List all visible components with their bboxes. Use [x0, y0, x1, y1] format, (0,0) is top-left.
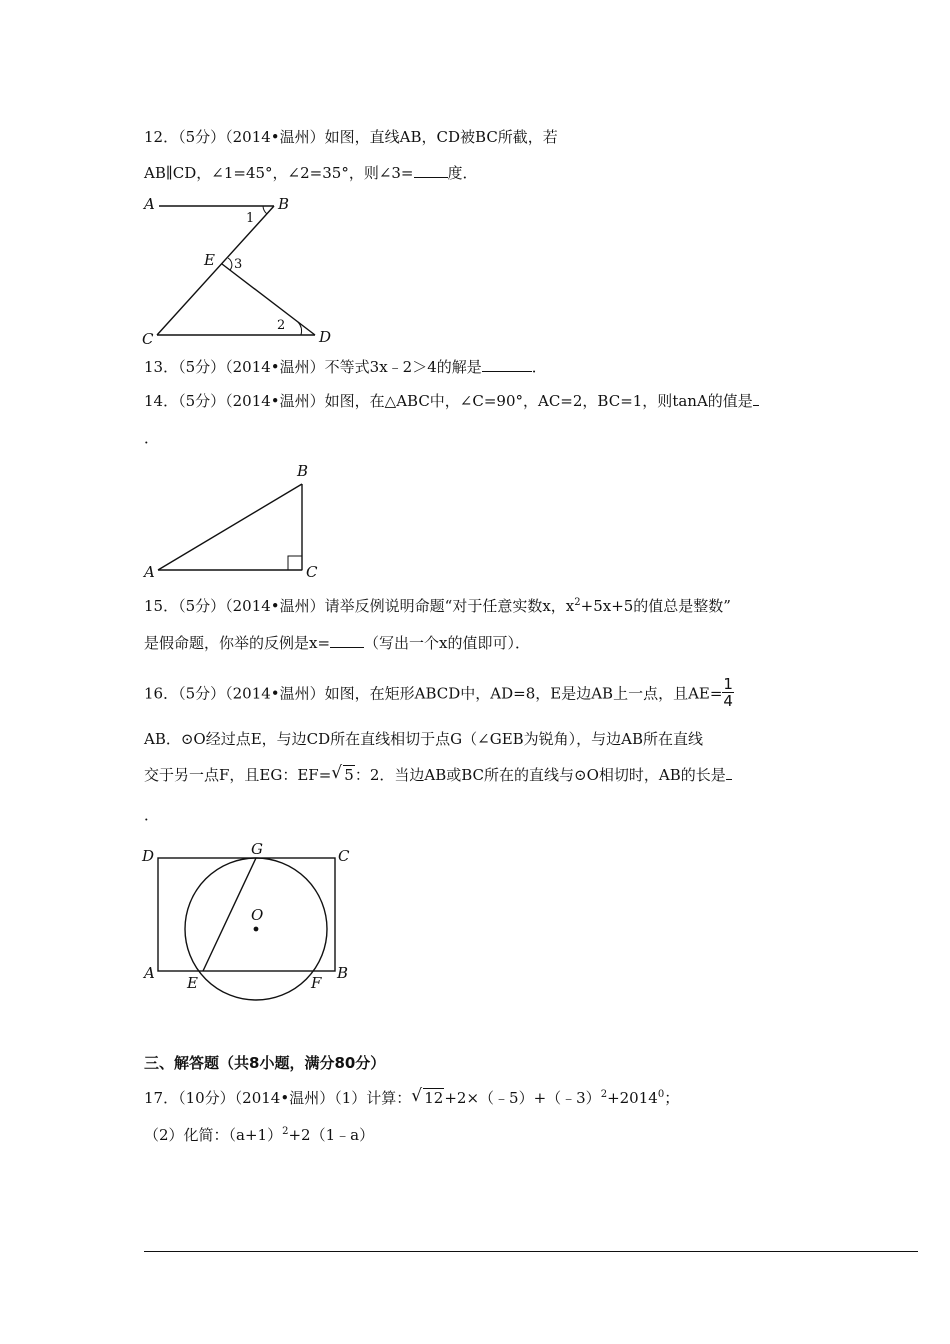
q16-label-d: D — [142, 847, 155, 865]
q17-text1-mid: +2×（﹣5）+（﹣3） — [444, 1089, 601, 1107]
q16-label-e: E — [187, 974, 198, 992]
q17-text1-tail: ； — [664, 1089, 680, 1107]
q15-line2 — [144, 633, 530, 653]
q17-text2: （2）化简：（a+1） — [144, 1126, 283, 1144]
q13-text: 13．（5分）（2014•温州）不等式3x﹣2＞4的解是 — [144, 358, 482, 376]
q12-line2-text: AB∥CD，∠1=45°，∠2=35°，则∠3= — [144, 164, 414, 182]
q17-sqrt: √ 12 — [411, 1086, 444, 1107]
q13-tail: ． — [531, 358, 547, 376]
q16-label-g: G — [251, 840, 263, 858]
q17-text1-mid2: +2014 — [607, 1089, 658, 1107]
q17-exponent-2: 0 — [657, 1089, 665, 1100]
q15-text1: 15．（5分）（2014•温州）请举反例说明命题“对于任意实数x，x — [144, 597, 575, 615]
q12-angle-2: 2 — [277, 318, 286, 333]
q13-line — [144, 357, 547, 377]
q14-text: 14．（5分）（2014•温州）如图，在△ABC中，∠C=90°，AC=2，BC=1，则tanA的值是 — [144, 392, 753, 410]
q14-tail: ． — [144, 429, 160, 447]
q12-line2 — [144, 163, 478, 183]
q16-text3: 交于另一点F，且EG：EF= — [144, 766, 332, 784]
q14-line — [144, 391, 759, 411]
q17-exponent-1: 2 — [600, 1089, 608, 1100]
q12-label-d: D — [319, 328, 332, 346]
q16-text3-tail: ：2．当边AB或BC所在的直线与⊙O相切时，AB的长是 — [354, 766, 726, 784]
q16-sqrt: √ 5 — [331, 763, 354, 784]
q16-line3 — [144, 765, 732, 785]
q12-figure — [130, 192, 350, 350]
q16-line2: AB．⊙O经过点E，与边CD所在直线相切于点G（∠GEB为锐角），与边AB所在直线 — [144, 730, 704, 748]
q15-line1 — [144, 596, 731, 616]
q16-label-f: F — [311, 974, 322, 992]
q16-frac-den: 4 — [723, 692, 733, 710]
q17-line1 — [144, 1088, 679, 1108]
q14-figure — [130, 460, 330, 584]
q14-label-b: B — [297, 462, 309, 480]
q12-label-a: A — [144, 195, 155, 213]
q16-text1: 16．（5分）（2014•温州）如图，在矩形ABCD中，AD=8，E是边AB上一点，且AE= — [144, 684, 723, 703]
q15-text2: 是假命题，你举的反例是x= — [144, 634, 331, 652]
q16-label-b: B — [337, 964, 349, 982]
q15-exponent: 2 — [574, 597, 581, 608]
q16-tail: ． — [144, 806, 160, 824]
q16-figure — [130, 838, 370, 1006]
q12-label-c: C — [142, 330, 154, 348]
q14-answer-blank[interactable] — [753, 391, 759, 406]
q16-label-o: O — [251, 906, 264, 924]
q17-text1: 17．（10分）（2014•温州）（1）计算： — [144, 1089, 412, 1107]
q12-angle-3: 3 — [234, 257, 243, 272]
footer-rule — [144, 1251, 918, 1252]
q14-label-c: C — [306, 563, 318, 581]
section-3-title: 三、解答题（共8小题，满分80分） — [144, 1054, 386, 1072]
q15-answer-blank[interactable] — [330, 633, 364, 648]
q17-exponent-3: 2 — [282, 1126, 289, 1137]
q12-label-b: B — [278, 195, 290, 213]
q12-line2-tail: 度． — [447, 164, 478, 182]
q12-angle-1: 1 — [246, 211, 255, 226]
q14-label-a: A — [144, 563, 155, 581]
q13-answer-blank[interactable] — [482, 357, 532, 372]
q16-line1 — [144, 675, 734, 710]
q12-answer-blank[interactable] — [414, 163, 448, 178]
q17-line2 — [144, 1125, 374, 1145]
q15-text1-tail: +5x+5的值总是整数” — [580, 597, 731, 615]
q12-line1: 12．（5分）（2014•温州）如图，直线AB，CD被BC所截，若 — [144, 128, 558, 146]
q17-text2-tail: +2（1﹣a） — [288, 1126, 375, 1144]
q17-radicand: 12 — [424, 1089, 444, 1107]
q16-fraction — [722, 676, 734, 709]
q12-label-e: E — [204, 251, 215, 269]
q16-label-a: A — [144, 964, 155, 982]
q16-answer-blank[interactable] — [726, 765, 732, 780]
q16-label-c: C — [338, 847, 350, 865]
q15-text2-tail: （写出一个x的值即可）． — [364, 634, 530, 652]
q16-radicand: 5 — [344, 766, 354, 784]
q16-frac-num: 1 — [723, 675, 733, 693]
